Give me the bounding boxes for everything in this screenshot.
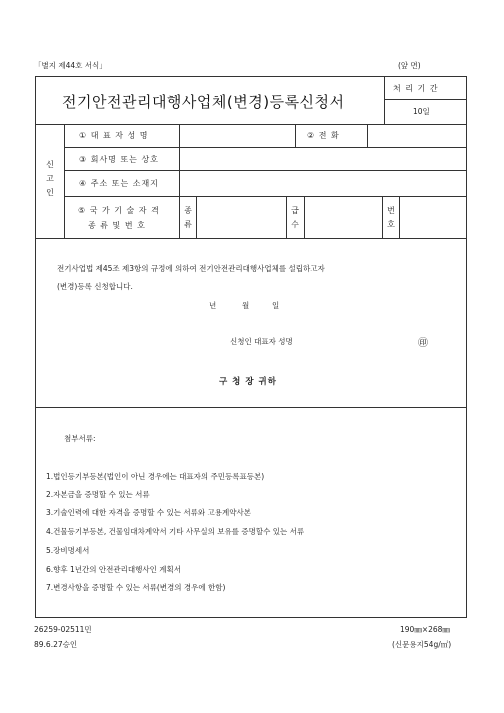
address-label: ④ 주소 또는 소재지 [79,179,159,188]
form-reference: 「별지 제44호 서식」 [34,61,107,70]
paper-type: (신문용지54g/㎡) [392,640,452,649]
form-title: 전기안전관리대행사업체(변경)등록신청서 [62,93,345,111]
page-side-label: (앞 면) [398,61,421,70]
statement-line-1: 전기사업법 제45조 제3항의 규정에 의하여 전기안전관리대행사업체를 설립하고자 [57,264,325,273]
phone-label: ② 전 화 [307,131,340,140]
qualification-kind-label: 종 류 [184,206,192,229]
statement-line-2: (변경)등록 신청합니다. [57,282,133,291]
form-code: 26259-02511민 [34,625,92,634]
representative-name-field[interactable] [185,128,291,144]
date-day-label: 일 [272,301,280,310]
company-name-field[interactable] [185,151,463,167]
address-field[interactable] [185,175,463,192]
qualification-label-line2: 종 류 및 번 호 [88,221,146,230]
attachment-item: 4.건물등기부등본, 건물임대차계약서 기타 사무실의 보유를 증명할수 있는 서류 [46,527,305,536]
addressee: 구 청 장 귀하 [219,377,277,387]
paper-size: 190㎜×268㎜ [400,625,450,634]
seal-mark: ㊞ [418,338,428,349]
attachment-item: 6.향후 1년간의 안전관리대행사인 계획서 [46,565,181,574]
attachments-heading: 첨부서류: [64,434,96,443]
signer-label: 신청인 대표자 성명 [230,337,293,346]
qualification-number-field[interactable] [403,200,463,234]
attachment-item: 3.기술인력에 대한 자격을 증명할 수 있는 서류와 고용계약사본 [46,508,251,517]
representative-name-label: ① 대 표 자 성 명 [79,131,149,140]
date-year-label: 년 [209,301,217,310]
attachment-item: 5.장비명세서 [46,546,90,555]
attachment-item: 2.자본금을 증명할 수 있는 서류 [46,490,150,499]
qualification-grade-field[interactable] [308,200,378,234]
qualification-label-line1: ⑤ 국 가 기 술 자 격 [78,206,160,215]
attachment-item: 1.법인등기부등본(법인이 아닌 경우에는 대표자의 주민등록표등본) [46,472,265,481]
attachment-item: 7.변경사항을 증명할 수 있는 서류(변경의 경우에 한함) [46,583,226,592]
qualification-number-label: 번 호 [387,206,395,229]
phone-field[interactable] [372,128,464,144]
qualification-kind-field[interactable] [200,200,282,234]
approval-date: 89.6.27승인 [34,640,78,649]
date-month-label: 월 [242,301,250,310]
processing-period-label: 처 리 기 간 [393,84,439,93]
company-name-label: ③ 회사명 또는 상호 [79,155,159,164]
applicant-group-label: 신 고 인 [46,160,54,197]
qualification-grade-label: 급 수 [291,206,299,229]
processing-period-value: 10일 [413,107,430,116]
